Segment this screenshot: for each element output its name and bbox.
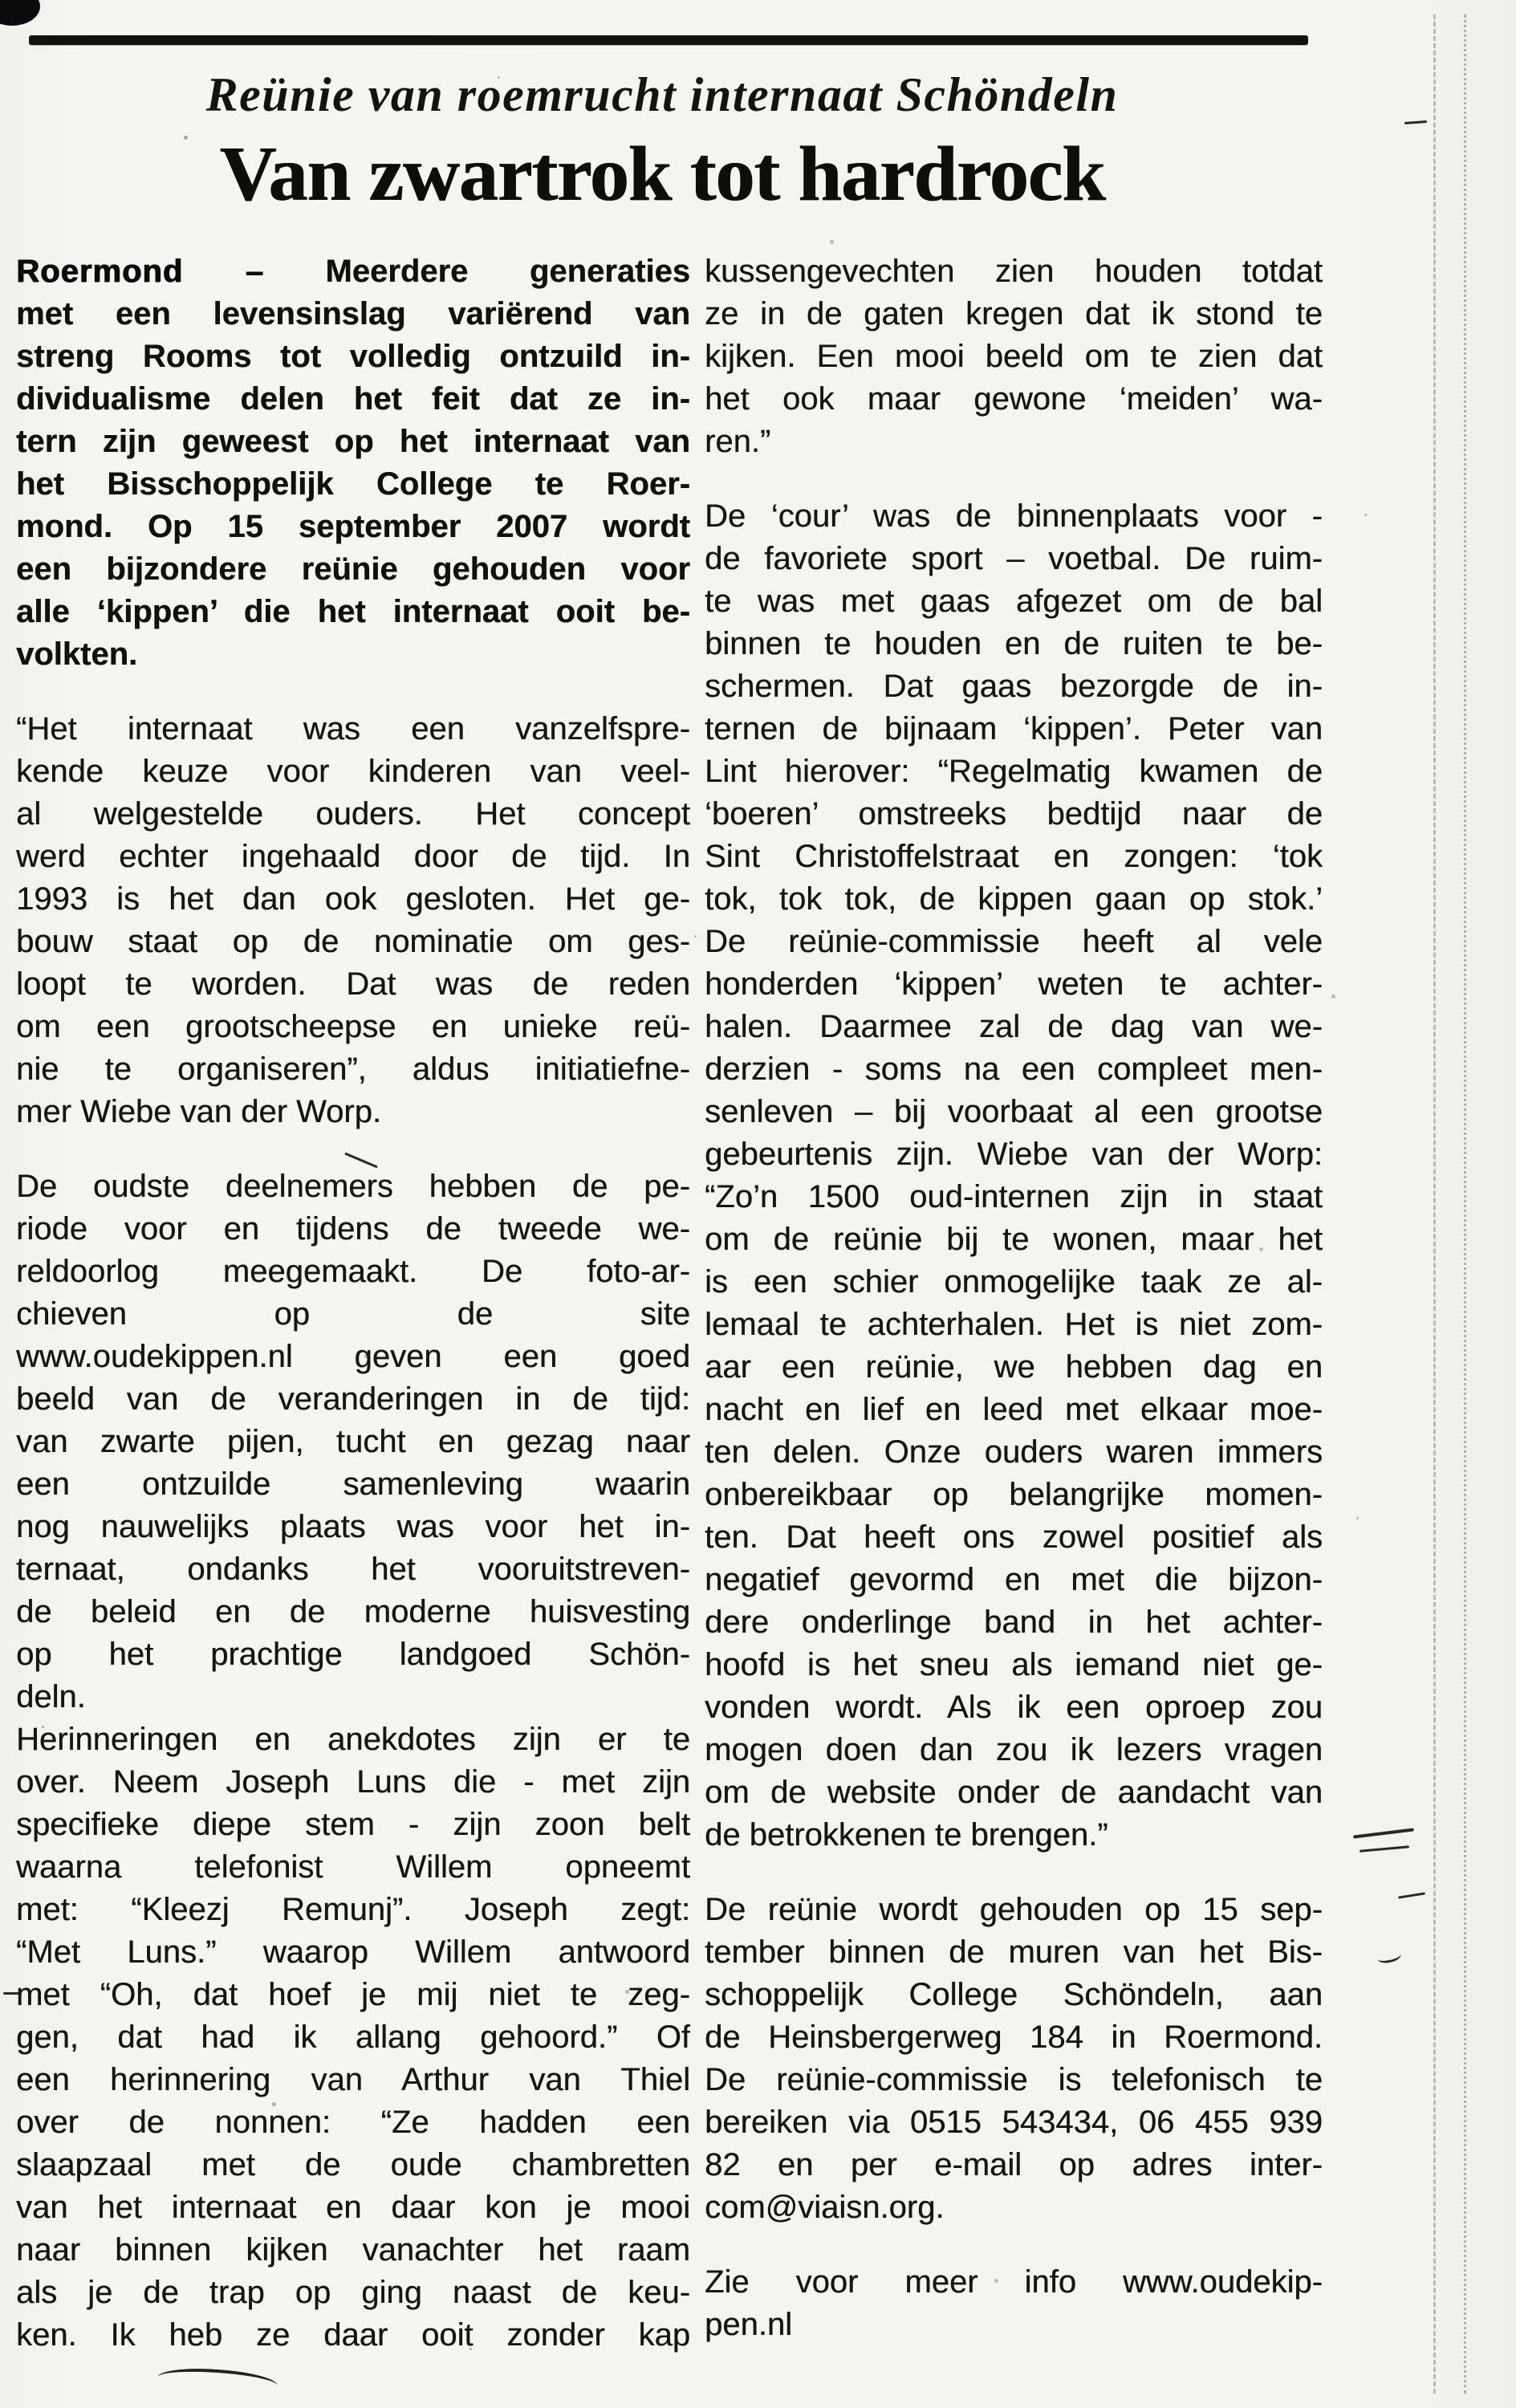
article-line: om de reünie bij te wonen, maar het [705, 1222, 1323, 1257]
paragraph [705, 2261, 1323, 2346]
article-line: lemaal te achterhalen. Het is niet zom- [705, 1307, 1323, 1342]
article-line: hoofd is het sneu als iemand niet ge- [705, 1647, 1323, 1682]
article-line: als je de trap op ging naast de keu- [16, 2275, 690, 2310]
article-line: is een schier onmogelijke taak ze al- [705, 1264, 1323, 1300]
scan-speckles [0, 0, 2, 2]
article-line: kende keuze voor kinderen van veel- [16, 754, 690, 789]
paragraph [16, 1165, 690, 1719]
article-line: www.oudekippen.nl geven een goed [16, 1339, 690, 1374]
article-line: ren.” [705, 424, 771, 459]
article-line: slaapzaal met de oude chambretten [16, 2147, 690, 2182]
article-line: een ontzuilde samenleving waarin [16, 1466, 690, 1502]
article-line: deln. [16, 1679, 86, 1714]
article-line: om de website onder de aandacht van [705, 1775, 1323, 1810]
article-line: chieven op de site [16, 1296, 690, 1332]
article-line: een herinnering van Arthur van Thiel [16, 2062, 690, 2097]
article-line: over de nonnen: “Ze hadden een [16, 2105, 690, 2140]
pen-mark [1360, 1845, 1409, 1852]
article-line: De reünie wordt gehouden op 15 sep- [705, 1892, 1323, 1927]
pen-mark [1404, 120, 1427, 124]
article-line: het Bisschoppelijk College te Roer- [16, 466, 690, 502]
paragraph [16, 250, 690, 676]
article-line: het ook maar gewone ‘meiden’ wa- [705, 381, 1323, 417]
article-line: de Heinsbergerweg 184 in Roermond. [705, 2020, 1323, 2055]
article-line: loopt te worden. Dat was de reden [16, 966, 690, 1002]
article-line: kussengevechten zien houden totdat [705, 254, 1323, 289]
article-line: binnen te houden en de ruiten te be- [705, 626, 1323, 661]
article-line: van zwarte pijen, tucht en gezag naar [16, 1424, 690, 1459]
article-line: “Met Luns.” waarop Willem antwoord [16, 1934, 690, 1970]
article-line: ze in de gaten kregen dat ik stond te [705, 296, 1323, 332]
article-line: senleven – bij voorbaat al een grootse [705, 1094, 1323, 1129]
article-line: De oudste deelnemers hebben de pe- [16, 1169, 690, 1204]
article-line: dividualisme delen het feit dat ze in- [16, 381, 690, 417]
article-line: bereiken via 0515 543434, 06 455 939 [705, 2105, 1323, 2140]
article-line: gebeurtenis zijn. Wiebe van der Worp: [705, 1137, 1323, 1172]
article-line: een bijzondere reünie gehouden voor [16, 551, 690, 587]
article-line: streng Rooms tot volledig ontzuild in- [16, 339, 690, 374]
article-line: “Het internaat was een vanzelfspre- [16, 711, 690, 746]
article-line: De reünie-commissie is telefonisch te [705, 2062, 1323, 2097]
article-line: 82 en per e-mail op adres inter- [705, 2147, 1323, 2182]
paragraph [705, 495, 1323, 1857]
article-line: Sint Christoffelstraat en zongen: ‘tok [705, 839, 1323, 874]
article-line: mogen doen dan zou ik lezers vragen [705, 1732, 1323, 1767]
headline-rule [29, 35, 1308, 45]
article-line: De ‘cour’ was de binnenplaats voor - [705, 498, 1323, 534]
article-line: naar binnen kijken vanachter het raam [16, 2232, 690, 2268]
fold-line [1464, 14, 1466, 2394]
article-line: Lint hierover: “Regelmatig kwamen de [705, 754, 1323, 789]
article-line: com@viaisn.org. [705, 2190, 945, 2225]
article-line: om een grootscheepse en unieke reü- [16, 1009, 690, 1044]
article-line: pen.nl [705, 2307, 792, 2342]
article-line: over. Neem Joseph Luns die - met zijn [16, 1764, 690, 1800]
article-line: ken. Ik heb ze daar ooit zonder kap [16, 2317, 690, 2353]
article-line: ‘boeren’ omstreeks bedtijd naar de [705, 796, 1323, 832]
article-line: onbereikbaar op belangrijke momen- [705, 1477, 1323, 1512]
article-line: ten. Dat heeft ons zowel positief als [705, 1519, 1323, 1555]
article-line: kijken. Een mooi beeld om te zien dat [705, 339, 1323, 374]
article-line: waarna telefonist Willem opneemt [16, 1849, 690, 1885]
article-line: Herinneringen en anekdotes zijn er te [16, 1722, 690, 1757]
article-line: vonden wordt. Als ik een oproep zou [705, 1690, 1323, 1725]
paragraph [705, 1889, 1323, 2229]
article-line: al welgestelde ouders. Het concept [16, 796, 690, 832]
kicker: Reünie van roemrucht internaat Schöndeln [205, 68, 1119, 121]
article-line: alle ‘kippen’ die het internaat ooit be- [16, 594, 690, 629]
article-line: De reünie-commissie heeft al vele [705, 924, 1323, 959]
article-line: negatief gevormd en met die bijzon- [705, 1562, 1323, 1597]
scan-corner-blob [0, 0, 40, 26]
paragraph [705, 250, 1323, 463]
paragraph [16, 1719, 690, 2357]
article-line: de betrokkenen te brengen.” [705, 1817, 1108, 1853]
article-header [16, 67, 1308, 219]
article-line: nog nauwelijks plaats was voor het in- [16, 1509, 690, 1544]
article-line: Roermond – Meerdere generaties [16, 254, 690, 289]
article-line: mond. Op 15 september 2007 wordt [16, 509, 690, 544]
article-line: riode voor en tijdens de tweede we- [16, 1211, 690, 1247]
article-line: gen, dat had ik allang gehoord.” Of [16, 2020, 690, 2055]
paragraph [16, 708, 690, 1133]
article-line: van het internaat en daar kon je mooi [16, 2190, 690, 2225]
article-line: ternen de bijnaam ‘kippen’. Peter van [705, 711, 1323, 746]
dateline: Roermond – [16, 254, 264, 289]
article-line: werd echter ingehaald door de tijd. In [16, 839, 690, 874]
column-left [16, 250, 690, 2357]
article-line: aar een reünie, we hebben dag en [705, 1349, 1323, 1385]
article-line: met “Oh, dat hoef je mij niet te zeg- [16, 1977, 690, 2012]
article-line: beeld van de veranderingen in de tijd: [16, 1381, 690, 1417]
article-line: Zie voor meer info www.oudekip- [705, 2264, 1323, 2300]
article-line: 1993 is het dan ook gesloten. Het ge- [16, 881, 690, 917]
article-line: reldoorlog meegemaakt. De foto-ar- [16, 1254, 690, 1289]
fold-line [1433, 14, 1436, 2394]
pen-mark [1353, 1828, 1414, 1838]
article-line: volkten. [16, 637, 138, 672]
article-line: specifieke diepe stem - zijn zoon belt [16, 1807, 690, 1842]
article-line: met een levensinslag variërend van [16, 296, 690, 332]
article-line: schoppelijk College Schöndeln, aan [705, 1977, 1323, 2012]
page-title: Van zwartrok tot hardrock [219, 131, 1105, 218]
article-line: schermen. Dat gaas bezorgde de in- [705, 669, 1323, 704]
article-line: mer Wiebe van der Worp. [16, 1094, 381, 1129]
article-line: de favoriete sport – voetbal. De ruim- [705, 541, 1323, 576]
article-line: nie te organiseren”, aldus initiatiefne- [16, 1051, 690, 1087]
article-line: op het prachtige landgoed Schön- [16, 1637, 690, 1672]
article-line: halen. Daarmee zal de dag van we- [705, 1009, 1323, 1044]
article-line: bouw staat op de nominatie om ges- [16, 924, 690, 959]
article-line: de beleid en de moderne huisvesting [16, 1594, 690, 1629]
article-line: te was met gaas afgezet om de bal [705, 584, 1323, 619]
article-line: met: “Kleezj Remunj”. Joseph zegt: [16, 1892, 690, 1927]
article-line: honderden ‘kippen’ weten te achter- [705, 966, 1323, 1002]
article-line: ten delen. Onze ouders waren immers [705, 1434, 1323, 1470]
article-line: dere onderlinge band in het achter- [705, 1605, 1323, 1640]
article-line: derzien - soms na een compleet men- [705, 1051, 1323, 1087]
article-line: tok, tok tok, de kippen gaan op stok.’ [705, 881, 1323, 917]
article-line: nacht en lief en leed met elkaar moe- [705, 1392, 1323, 1427]
pen-mark [1376, 1948, 1402, 1965]
article-line: tern zijn geweest op het internaat van [16, 424, 690, 459]
article-line: ternaat, ondanks het vooruitstreven- [16, 1552, 690, 1587]
article-line: tember binnen de muren van het Bis- [705, 1934, 1323, 1970]
pen-mark [1398, 1892, 1425, 1898]
article-line: “Zo’n 1500 oud-internen zijn in staat [705, 1179, 1323, 1214]
pen-mark [156, 2365, 278, 2398]
column-right [705, 250, 1323, 2346]
